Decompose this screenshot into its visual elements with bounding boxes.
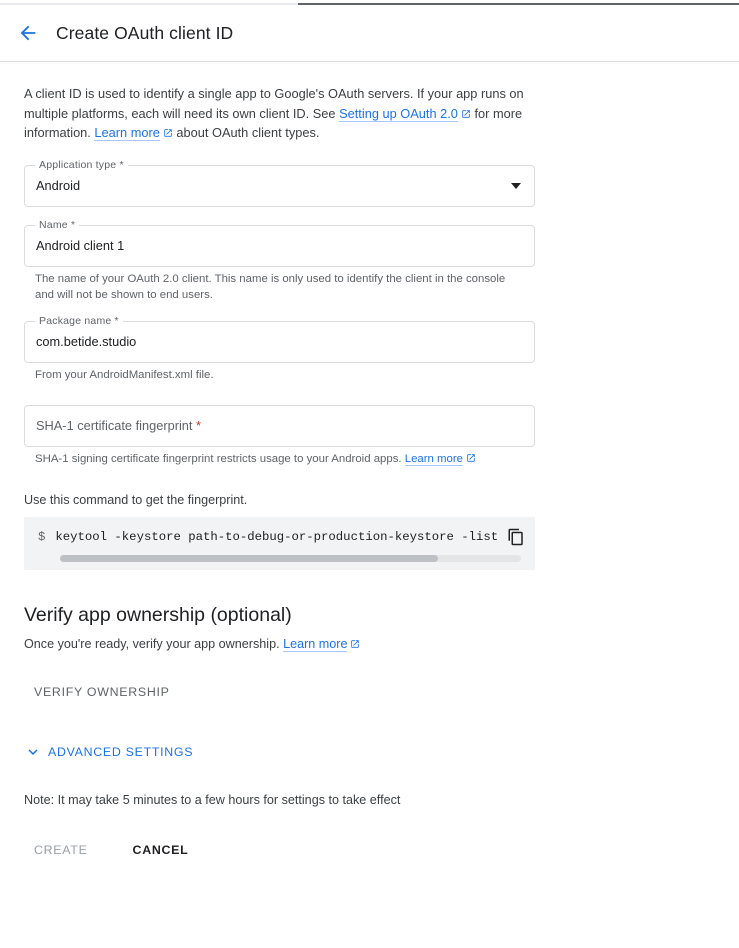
name-input[interactable] — [24, 218, 535, 267]
name-helper-text: The name of your OAuth 2.0 client. This name is only used to identify the client in the console and will not be shown to end users. — [35, 272, 506, 301]
arrow-left-icon — [17, 22, 39, 44]
cancel-button[interactable]: CANCEL — [123, 835, 199, 865]
application-type-select[interactable] — [24, 158, 535, 207]
application-type-value: Android — [36, 177, 81, 193]
tab-strip-inactive-segment — [298, 0, 739, 5]
page-header — [0, 5, 739, 62]
name-value: Android client 1 — [36, 237, 125, 253]
chevron-down-icon — [24, 743, 42, 761]
sha1-learn-more-link[interactable]: Learn more — [404, 452, 463, 465]
page-title: Create OAuth client ID — [56, 22, 234, 43]
code-horizontal-scrollbar[interactable] — [60, 555, 521, 562]
chevron-down-icon[interactable] — [511, 183, 521, 189]
command-text-row — [24, 530, 535, 544]
intro-text-3: about OAuth client types. — [172, 125, 320, 140]
required-marker: * — [196, 417, 202, 433]
form-actions — [24, 835, 715, 865]
sha1-fingerprint-input[interactable] — [24, 405, 535, 447]
verify-ownership-button[interactable]: VERIFY OWNERSHIP — [24, 677, 180, 707]
tab-strip-active-segment — [0, 0, 298, 5]
name-label: Name * — [35, 219, 79, 231]
external-link-icon — [466, 453, 476, 463]
command-code-block — [24, 517, 535, 570]
package-name-input[interactable] — [24, 314, 535, 363]
advanced-settings-toggle[interactable] — [24, 743, 193, 761]
external-link-icon — [350, 639, 360, 649]
package-name-label: Package name * — [35, 315, 123, 327]
code-scrollbar-thumb[interactable] — [60, 555, 438, 562]
application-type-label: Application type * — [35, 159, 128, 171]
settings-delay-note: Note: It may take 5 minutes to a few hours for settings to take effect — [24, 792, 401, 807]
external-link-icon — [461, 109, 471, 119]
intro-text-2: for more information. — [24, 105, 523, 140]
advanced-settings-label: ADVANCED SETTINGS — [48, 744, 194, 759]
browser-tab-strip — [0, 0, 739, 5]
verify-learn-more-link[interactable]: Learn more — [283, 636, 348, 651]
command-text: keytool -keystore path-to-debug-or-production-keystore -list — [55, 529, 499, 544]
verify-ownership-heading: Verify app ownership (optional) — [24, 603, 292, 626]
package-name-helper-text: From your AndroidManifest.xml file. — [35, 368, 214, 381]
intro-text-1: A client ID is used to identify a single app to Google's OAuth servers. If your app runs on multiple platforms, each will need its own client ID. See — [24, 86, 524, 121]
learn-more-oauth-types-link[interactable]: Learn more — [94, 125, 160, 140]
copy-icon[interactable] — [507, 528, 525, 546]
command-label: Use this command to get the fingerprint. — [24, 492, 248, 507]
external-link-icon — [163, 128, 173, 138]
package-name-value: com.betide.studio — [36, 333, 137, 349]
verify-ownership-subtitle: Once you're ready, verify your app ownership. Learn more — [24, 637, 715, 651]
setting-up-oauth-link[interactable]: Setting up OAuth 2.0 — [339, 105, 458, 121]
sha1-placeholder: SHA-1 certificate fingerprint * — [36, 417, 202, 433]
shell-prompt: $ — [38, 529, 46, 544]
main-content — [0, 62, 739, 865]
create-button[interactable]: CREATE — [24, 835, 98, 865]
intro-paragraph — [24, 84, 534, 143]
sha1-helper-text: SHA-1 signing certificate fingerprint restricts usage to your Android apps. Learn more — [35, 451, 515, 467]
back-button[interactable] — [17, 22, 39, 44]
